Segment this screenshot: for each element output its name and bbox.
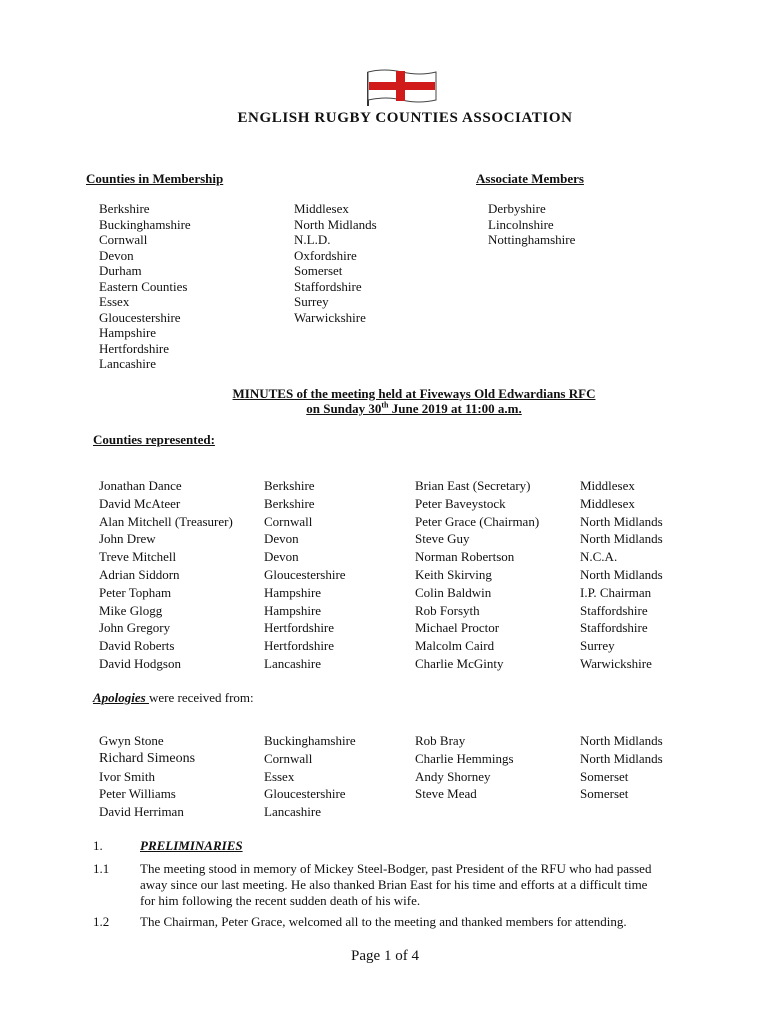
apologies-counties-1	[264, 732, 356, 821]
apologies-heading	[93, 690, 254, 706]
attendee-name: John Gregory	[99, 620, 171, 636]
attendee-name: Alan Mitchell (Treasurer)	[99, 513, 233, 529]
attendee-name: David Hodgson	[99, 655, 181, 671]
apology-name: Richard Simeons	[99, 750, 196, 766]
attendee-county: Hampshire	[264, 584, 322, 600]
item-number: 1.1	[93, 861, 110, 876]
apology-county: Somerset	[580, 786, 629, 802]
apology-county: North Midlands	[580, 750, 663, 766]
attendee-county: Devon	[264, 549, 299, 565]
attendee-name: Steve Guy	[415, 531, 470, 547]
attendee-county: Surrey	[580, 638, 615, 654]
list-item: Derbyshire	[488, 201, 546, 216]
attendee-county: Warwickshire	[580, 655, 652, 671]
attendee-county: Cornwall	[264, 513, 313, 529]
attendee-name: Mike Glogg	[99, 602, 163, 618]
membership-list-2	[294, 201, 377, 325]
list-item: Warwickshire	[294, 309, 366, 325]
item-number: 1.2	[93, 914, 110, 929]
apologies-label: Apologies	[93, 690, 149, 705]
attendee-name: Michael Proctor	[415, 620, 500, 636]
section-title: PRELIMINARIES	[140, 838, 243, 853]
apology-name: Rob Bray	[415, 733, 466, 748]
item-text: The Chairman, Peter Grace, welcomed all to the meeting and thanked members for attending.	[140, 914, 627, 929]
list-item: Durham	[99, 263, 142, 278]
list-item: Hampshire	[99, 325, 157, 340]
section-number: 1.	[93, 838, 103, 853]
st-george-flag-icon	[364, 68, 440, 108]
attendee-name: Colin Baldwin	[415, 584, 492, 600]
attendee-county: Berkshire	[264, 478, 315, 493]
list-item: Devon	[99, 247, 134, 263]
apology-county: Lancashire	[264, 804, 322, 820]
attendee-name: Peter Topham	[99, 584, 172, 600]
apology-name: Peter Williams	[99, 786, 176, 802]
apology-name: Ivor Smith	[99, 768, 155, 784]
apology-name: Steve Mead	[415, 786, 477, 802]
attendee-county: Devon	[264, 531, 299, 547]
attendee-county: Hertfordshire	[264, 620, 335, 636]
attendee-county: Middlesex	[580, 478, 635, 493]
list-item: Middlesex	[294, 201, 349, 216]
apologies-text: were received from:	[148, 690, 254, 705]
attendee-name: Malcolm Caird	[415, 638, 495, 654]
attendee-county: North Midlands	[580, 566, 663, 582]
list-item: N.L.D.	[294, 232, 331, 247]
apology-name: David Herriman	[99, 804, 184, 820]
attendee-county: Gloucestershire	[264, 566, 346, 582]
attendee-county: Middlesex	[580, 495, 635, 511]
list-item: Surrey	[294, 294, 329, 309]
attendee-name: Peter Grace (Chairman)	[415, 513, 540, 529]
list-item: Oxfordshire	[294, 247, 357, 263]
attendee-name: David Roberts	[99, 638, 175, 654]
membership-list-1	[99, 201, 191, 372]
apology-name: Andy Shorney	[415, 768, 491, 784]
page-number: Page 1 of 4	[351, 948, 419, 964]
represented-counties-1	[264, 477, 346, 673]
attendee-name: Adrian Siddorn	[99, 566, 180, 582]
represented-heading: Counties represented:	[93, 432, 215, 447]
list-item: Buckinghamshire	[99, 216, 191, 232]
list-item: Eastern Counties	[99, 278, 188, 294]
list-item: Gloucestershire	[99, 309, 181, 325]
attendee-name: John Drew	[99, 531, 156, 547]
minutes-title	[0, 386, 770, 416]
attendee-county: N.C.A.	[580, 549, 618, 565]
attendee-county: I.P. Chairman	[580, 584, 652, 600]
represented-names-2	[415, 477, 539, 673]
membership-heading: Counties in Membership	[86, 171, 224, 186]
represented-names-1	[99, 477, 233, 673]
list-item: Essex	[99, 294, 130, 309]
attendee-name: Rob Forsyth	[415, 602, 480, 618]
apology-county: Essex	[264, 768, 295, 784]
apology-county: Gloucestershire	[264, 786, 346, 802]
attendee-county: Hampshire	[264, 602, 322, 618]
apology-name: Gwyn Stone	[99, 733, 164, 748]
list-item: Hertfordshire	[99, 340, 170, 356]
list-item: Cornwall	[99, 232, 148, 247]
apologies-counties-2	[580, 732, 663, 803]
associates-heading: Associate Members	[476, 171, 584, 186]
attendee-name: Jonathan Dance	[99, 478, 182, 493]
attendee-county: North Midlands	[580, 513, 663, 529]
attendee-county: Hertfordshire	[264, 638, 335, 654]
item-text: The meeting stood in memory of Mickey Steel-Bodger, past President of the RFU who had passed away since our last meeting. He also thanked Brian East for his time and efforts at a difficult time for him following the recent sudden death of his wife.	[140, 861, 652, 908]
list-item: Staffordshire	[294, 278, 362, 294]
list-item: Somerset	[294, 263, 343, 278]
attendee-name: Brian East (Secretary)	[415, 478, 531, 493]
represented-counties-2	[580, 477, 663, 673]
apology-county: Cornwall	[264, 750, 313, 766]
attendee-name: Treve Mitchell	[99, 549, 177, 565]
attendee-name: Charlie McGinty	[415, 655, 504, 671]
attendee-county: Lancashire	[264, 655, 322, 671]
list-item: Berkshire	[99, 201, 150, 216]
apologies-names-2	[415, 732, 514, 803]
attendee-county: Berkshire	[264, 495, 315, 511]
list-item: Nottinghamshire	[488, 232, 576, 247]
attendee-county: Staffordshire	[580, 620, 648, 636]
attendee-name: Keith Skirving	[415, 566, 492, 582]
attendee-county: Staffordshire	[580, 602, 648, 618]
attendee-county: North Midlands	[580, 531, 663, 547]
organisation-title: ENGLISH RUGBY COUNTIES ASSOCIATION	[237, 110, 573, 126]
list-item: Lancashire	[99, 356, 157, 371]
list-item: North Midlands	[294, 216, 377, 232]
associates-list	[488, 201, 575, 248]
attendee-name: Norman Robertson	[415, 549, 515, 565]
attendee-name: David McAteer	[99, 495, 181, 511]
minutes-line-2: on Sunday 30th June 2019 at 11:00 a.m.	[306, 400, 522, 416]
apology-county: Buckinghamshire	[264, 733, 356, 748]
minutes-line-1: MINUTES of the meeting held at Fiveways Old Edwardians RFC	[232, 386, 596, 401]
attendee-name: Peter Baveystock	[415, 495, 506, 511]
list-item: Lincolnshire	[488, 216, 554, 232]
apology-name: Charlie Hemmings	[415, 750, 514, 766]
apology-county: North Midlands	[580, 733, 663, 748]
apology-county: Somerset	[580, 768, 629, 784]
apologies-names-1	[99, 732, 195, 821]
